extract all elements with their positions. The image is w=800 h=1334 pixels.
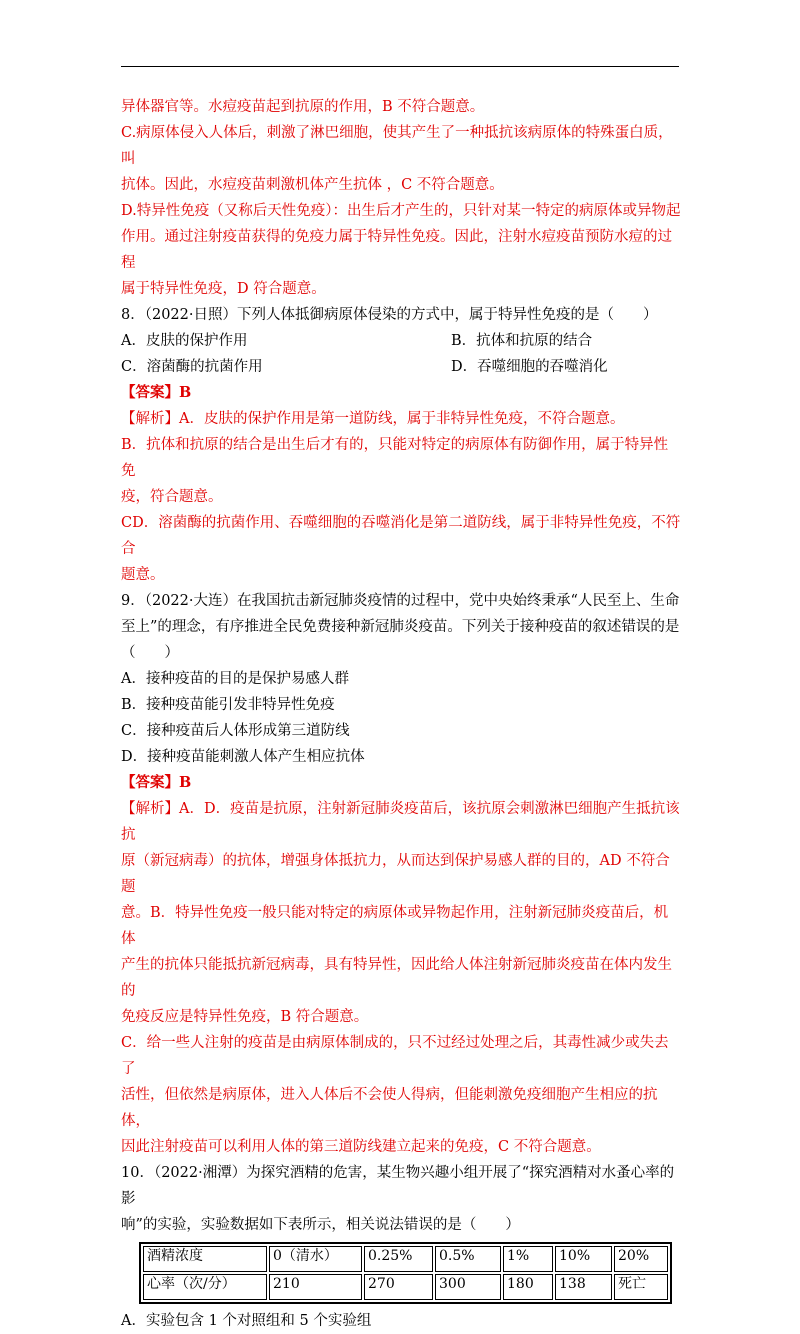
q8-explanation-4: CD．溶菌酶的抗菌作用、吞噬细胞的吞噬消化是第二道防线，属于非特异性免疫，不符合 — [121, 515, 681, 557]
page-content — [121, 94, 681, 1334]
q9-option-d: D．接种疫苗能刺激人体产生相应抗体 — [121, 749, 365, 765]
table-cell: 20% — [614, 1246, 668, 1272]
table-cell: 心率（次/分） — [143, 1274, 267, 1300]
q8-option-c: C．溶菌酶的抗菌作用 — [121, 359, 263, 375]
q9-explanation-3: 意。B．特异性免疫一般只能对特定的病原体或异物起作用，注射新冠肺炎疫苗后，机体 — [121, 905, 669, 947]
table-cell: 300 — [435, 1274, 501, 1300]
q9-explanation-4: 产生的抗体只能抵抗新冠病毒，具有特异性，因此给人体注射新冠肺炎疫苗在体内发生的 — [121, 957, 672, 999]
table-row — [143, 1274, 668, 1300]
q7-option-d-explanation-cont: 作用。通过注射疫苗获得的免疫力属于特异性免疫。因此，注射水痘疫苗预防水痘的过程 — [121, 229, 672, 271]
q8-explanation-1: 【解析】A．皮肤的保护作用是第一道防线，属于非特异性免疫，不符合题意。 — [121, 411, 625, 427]
table-cell: 酒精浓度 — [143, 1246, 267, 1272]
q8-explanation-2: B．抗体和抗原的结合是出生后才有的，只能对特定的病原体有防御作用，属于特异性免 — [121, 437, 669, 479]
q9-stem-3: （ ） — [121, 645, 179, 661]
table-cell: 死亡 — [614, 1274, 668, 1300]
table-cell: 10% — [555, 1246, 612, 1272]
q9-explanation-5: 免疫反应是特异性免疫，B 符合题意。 — [121, 1009, 369, 1025]
q7-option-c-explanation: C.病原体侵入人体后，刺激了淋巴细胞，使其产生了一种抵抗该病原体的特殊蛋白质，叫 — [121, 125, 673, 167]
q7-option-d-explanation-end: 属于特异性免疫，D 符合题意。 — [121, 281, 326, 297]
table-cell: 270 — [364, 1274, 433, 1300]
q8-option-a: A．皮肤的保护作用 — [121, 333, 248, 349]
table-row — [143, 1246, 668, 1272]
q9-stem-1: 9．（2022·大连）在我国抗击新冠肺炎疫情的过程中，党中央始终秉承“人民至上、生命 — [121, 593, 680, 609]
q7-explanation-line: 异体器官等。水痘疫苗起到抗原的作用，B 不符合题意。 — [121, 99, 485, 115]
q9-explanation-8: 因此注射疫苗可以利用人体的第三道防线建立起来的免疫，C 不符合题意。 — [121, 1139, 601, 1155]
q8-stem: 8．（2022·日照）下列人体抵御病原体侵染的方式中，属于特异性免疫的是（ ） — [121, 307, 658, 323]
q10-option-a: A．实验包含 1 个对照组和 5 个实验组 — [121, 1313, 372, 1329]
q9-option-b: B．接种疫苗能引发非特异性免疫 — [121, 697, 335, 713]
table-cell: 210 — [269, 1274, 362, 1300]
q7-option-c-explanation-cont: 抗体。因此，水痘疫苗刺激机体产生抗体 ，C 不符合题意。 — [121, 177, 504, 193]
q9-explanation-1: 【解析】A．D．疫苗是抗原，注射新冠肺炎疫苗后，该抗原会刺激淋巴细胞产生抵抗该抗 — [121, 801, 680, 843]
table-cell: 0.25% — [364, 1246, 433, 1272]
q9-answer: 【答案】B — [121, 774, 192, 791]
q10-stem-2: 响”的实验，实验数据如下表所示，相关说法错误的是（ ） — [121, 1217, 520, 1233]
q7-option-d-explanation: D.特异性免疫（又称后天性免疫）：出生后才产生的，只针对某一特定的病原体或异物起 — [121, 203, 681, 219]
q8-answer: 【答案】B — [121, 384, 192, 401]
header-rule — [121, 66, 679, 67]
q8-options-row-1 — [121, 328, 681, 354]
q8-options-row-2 — [121, 354, 681, 380]
q9-explanation-7: 活性，但依然是病原体，进入人体后不会使人得病，但能刺激免疫细胞产生相应的抗体， — [121, 1087, 658, 1129]
q9-explanation-6: C．给一些人注射的疫苗是由病原体制成的，只不过经过处理之后，其毒性减少或失去了 — [121, 1035, 669, 1077]
q10-stem-1: 10．（2022·湘潭）为探究酒精的危害，某生物兴趣小组开展了“探究酒精对水蚤心率的影 — [121, 1165, 675, 1207]
q9-option-c: C．接种疫苗后人体形成第三道防线 — [121, 723, 350, 739]
q9-stem-2: 至上”的理念，有序推进全民免费接种新冠肺炎疫苗。下列关于接种疫苗的叙述错误的是 — [121, 619, 680, 635]
table-cell: 0（清水） — [269, 1246, 362, 1272]
table-cell: 138 — [555, 1274, 612, 1300]
q10-data-table — [139, 1242, 672, 1304]
table-cell: 0.5% — [435, 1246, 501, 1272]
q9-explanation-2: 原（新冠病毒）的抗体，增强身体抵抗力，从而达到保护易感人群的目的，AD 不符合题 — [121, 853, 670, 895]
q8-explanation-5: 题意。 — [121, 567, 165, 583]
table-cell: 180 — [503, 1274, 553, 1300]
q8-option-d: D．吞噬细胞的吞噬消化 — [451, 359, 608, 375]
q8-option-b: B．抗体和抗原的结合 — [451, 333, 593, 349]
q9-option-a: A．接种疫苗的目的是保护易感人群 — [121, 671, 349, 687]
table-cell: 1% — [503, 1246, 553, 1272]
q8-explanation-3: 疫，符合题意。 — [121, 489, 223, 505]
